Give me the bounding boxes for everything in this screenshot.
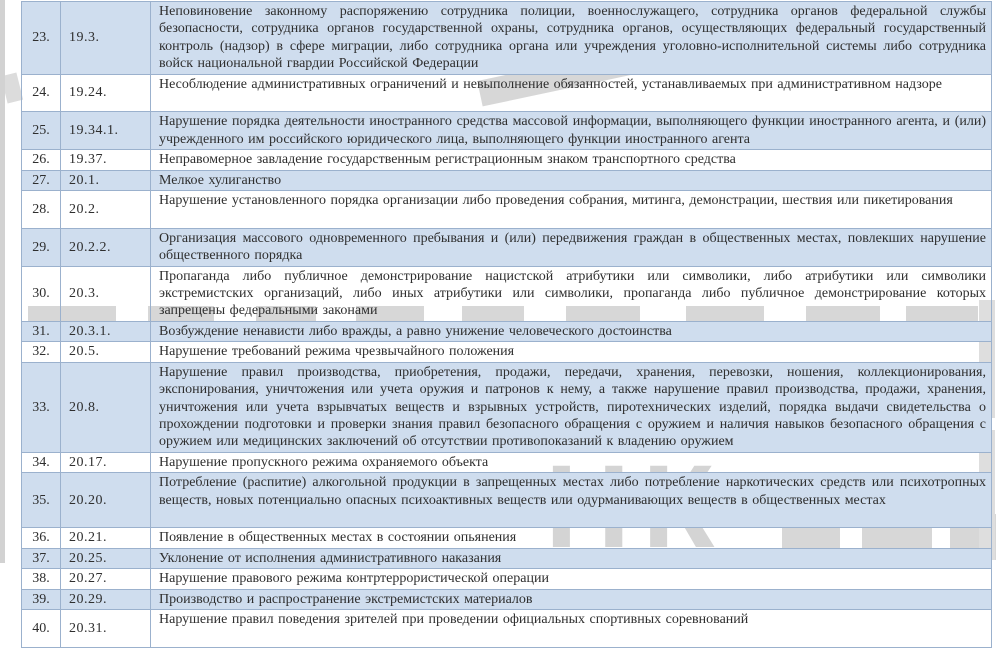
row-number: 27. bbox=[22, 170, 61, 190]
offense-description: Нарушение установленного порядка организации либо проведения собрания, митинга, демонстрации, шествия или пикетирования bbox=[151, 191, 992, 229]
row-number: 29. bbox=[22, 228, 61, 266]
row-number: 33. bbox=[22, 362, 61, 452]
table-row bbox=[22, 74, 992, 112]
table-row bbox=[22, 548, 992, 568]
table-row bbox=[22, 569, 992, 589]
offense-description: Нарушение порядка деятельности иностранного средства массовой информации, выполняющего функции иностранного агента, и (или) учрежденного им российского юридического лица, выполняющего функции иностранного агента bbox=[151, 112, 992, 150]
table-row bbox=[22, 321, 992, 341]
table-row bbox=[22, 609, 992, 647]
table-row bbox=[22, 528, 992, 548]
article-number: 19.34.1. bbox=[61, 112, 151, 150]
row-number: 34. bbox=[22, 452, 61, 472]
offense-table bbox=[21, 1, 992, 648]
article-number: 20.31. bbox=[61, 609, 151, 647]
row-number: 23. bbox=[22, 2, 61, 75]
row-number: 38. bbox=[22, 569, 61, 589]
row-number: 26. bbox=[22, 150, 61, 170]
row-number: 32. bbox=[22, 342, 61, 362]
article-number: 20.5. bbox=[61, 342, 151, 362]
offense-description: Мелкое хулиганство bbox=[151, 170, 992, 190]
offense-description: Производство и распространение экстремистских материалов bbox=[151, 589, 992, 609]
article-number: 20.21. bbox=[61, 528, 151, 548]
row-number: 35. bbox=[22, 473, 61, 528]
article-number: 20.20. bbox=[61, 473, 151, 528]
offense-table-body bbox=[22, 2, 992, 648]
table-row bbox=[22, 2, 992, 75]
table-row bbox=[22, 228, 992, 266]
offense-description: Пропаганда либо публичное демонстрирование нацистской атрибутики или символики, либо атрибутики или символики экстремистских организаций, либо иных атрибутики или символики, пропаганда либо публичное демонстрирование которых запрещены федеральными законами bbox=[151, 266, 992, 321]
article-number: 20.1. bbox=[61, 170, 151, 190]
offense-description: Неправомерное завладение государственным регистрационным знаком транспортного средства bbox=[151, 150, 992, 170]
article-number: 19.24. bbox=[61, 74, 151, 112]
offense-description: Организация массового одновременного пребывания и (или) передвижения граждан в общественных местах, повлекших нарушение общественного порядка bbox=[151, 228, 992, 266]
table-row bbox=[22, 150, 992, 170]
offense-description: Нарушение пропускного режима охраняемого объекта bbox=[151, 452, 992, 472]
offense-description: Появление в общественных местах в состоянии опьянения bbox=[151, 528, 992, 548]
table-row bbox=[22, 191, 992, 229]
table-row bbox=[22, 112, 992, 150]
offense-description: Нарушение требований режима чрезвычайного положения bbox=[151, 342, 992, 362]
page-edge-strip bbox=[0, 0, 5, 563]
offense-description: Возбуждение ненависти либо вражды, а равно унижение человеческого достоинства bbox=[151, 321, 992, 341]
table-row bbox=[22, 266, 992, 321]
article-number: 20.8. bbox=[61, 362, 151, 452]
article-number: 20.3. bbox=[61, 266, 151, 321]
article-number: 20.29. bbox=[61, 589, 151, 609]
offense-description: Нарушение правил производства, приобретения, продажи, передачи, хранения, перевозки, ношения, коллекционирования, экспонирования, уничтожения или учета оружия и патронов к нему, а также нарушение правил производства, продажи, хранения, уничтожения или учета взрывчатых веществ и взрывных устройств, пиротехнических изделий, порядка выдачи свидетельства о прохождении подготовки и проверки знания правил безопасного обращения с оружием и наличия навыков безопасного обращения с оружием или медицинских заключений об отсутствии противопоказаний к владению оружием bbox=[151, 362, 992, 452]
offense-description: Уклонение от исполнения административного наказания bbox=[151, 548, 992, 568]
row-number: 37. bbox=[22, 548, 61, 568]
table-row bbox=[22, 473, 992, 528]
table-row bbox=[22, 452, 992, 472]
row-number: 28. bbox=[22, 191, 61, 229]
offense-description: Неповиновение законному распоряжению сотрудника полиции, военнослужащего, сотрудника органов федеральной службы безопасности, сотрудника органов государственной охраны, сотрудника органов, осуществляющих федеральный государственный контроль (надзор) в сфере миграции, либо сотрудника органа или учреждения уголовно-исполнительной системы либо сотрудника войск национальной гвардии Российской Федерации bbox=[151, 2, 992, 75]
offense-description: Нарушение правил поведения зрителей при проведении официальных спортивных соревнований bbox=[151, 609, 992, 647]
table-row bbox=[22, 362, 992, 452]
row-number: 36. bbox=[22, 528, 61, 548]
offense-description: Несоблюдение административных ограничений и невыполнение обязанностей, устанавливаемых при административном надзоре bbox=[151, 74, 992, 112]
article-number: 19.3. bbox=[61, 2, 151, 75]
article-number: 20.2. bbox=[61, 191, 151, 229]
row-number: 40. bbox=[22, 609, 61, 647]
row-number: 25. bbox=[22, 112, 61, 150]
offense-description: Потребление (распитие) алкогольной продукции в запрещенных местах либо потребление наркотических средств или психотропных веществ, новых потенциально опасных психоактивных веществ или одурманивающих веществ в общественных местах bbox=[151, 473, 992, 528]
table-row bbox=[22, 170, 992, 190]
offense-description: Нарушение правового режима контртеррористической операции bbox=[151, 569, 992, 589]
table-row bbox=[22, 342, 992, 362]
article-number: 20.25. bbox=[61, 548, 151, 568]
row-number: 31. bbox=[22, 321, 61, 341]
article-number: 20.3.1. bbox=[61, 321, 151, 341]
article-number: 19.37. bbox=[61, 150, 151, 170]
article-number: 20.2.2. bbox=[61, 228, 151, 266]
row-number: 39. bbox=[22, 589, 61, 609]
row-number: 30. bbox=[22, 266, 61, 321]
row-number: 24. bbox=[22, 74, 61, 112]
article-number: 20.27. bbox=[61, 569, 151, 589]
article-number: 20.17. bbox=[61, 452, 151, 472]
table-row bbox=[22, 589, 992, 609]
